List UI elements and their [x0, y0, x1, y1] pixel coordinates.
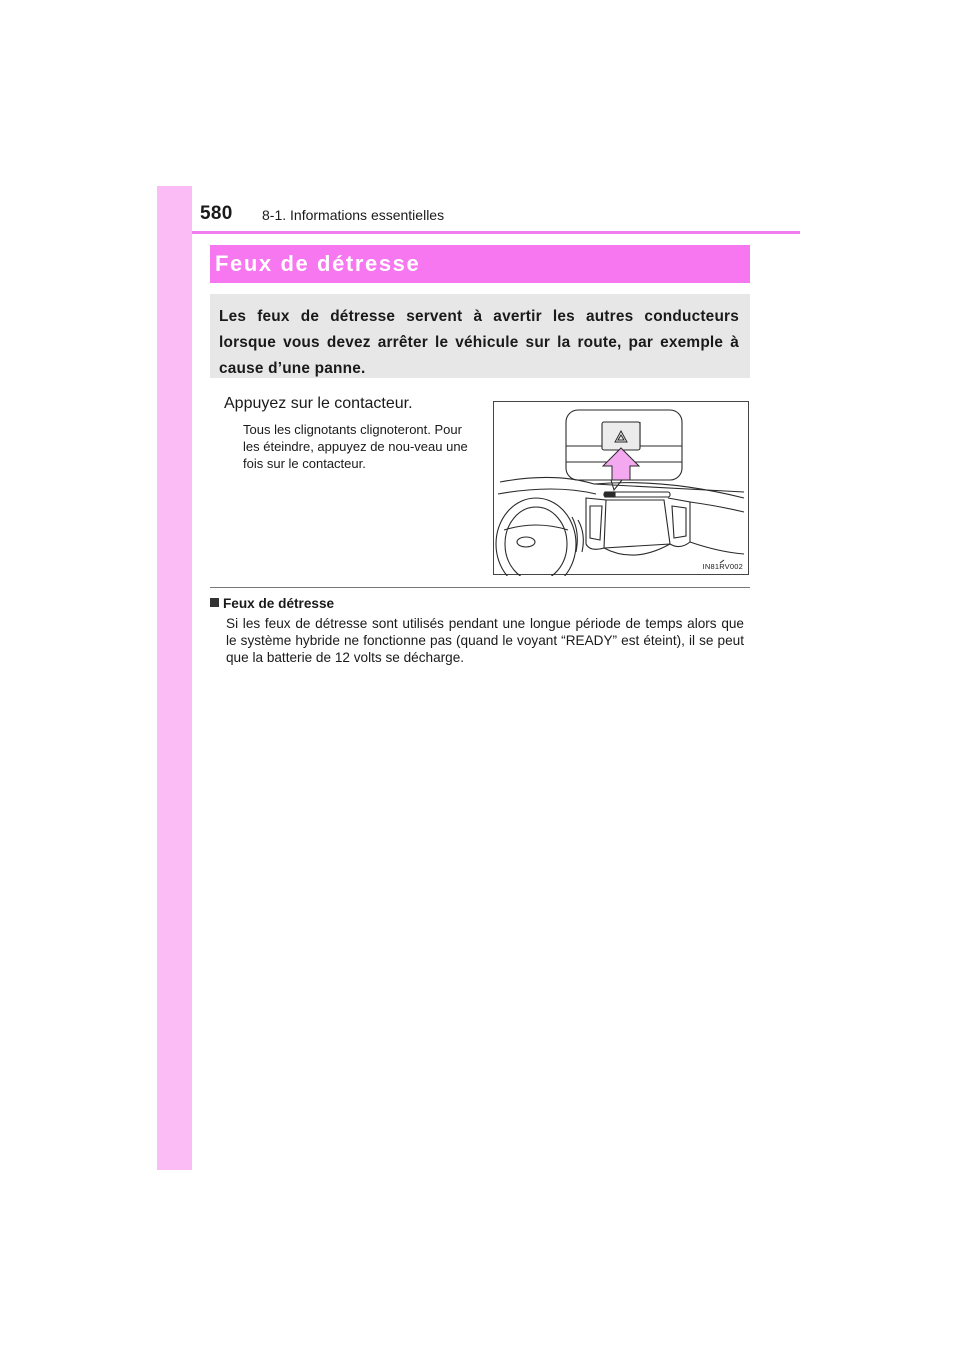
pointing-arrow [603, 448, 639, 480]
intro-text: Les feux de détresse servent à avertir les autres conducteurs lorsque vous devez arrêter le véhicule sur la route, par exemple à cause d’une panne. [219, 308, 739, 377]
page-number: 580 [200, 203, 233, 224]
section-header: 8-1. Informations essentielles [262, 207, 445, 223]
illustration-code: IN81RV002 [702, 562, 743, 571]
header-rule [192, 231, 800, 234]
title-bar [210, 245, 750, 283]
section-divider [210, 587, 750, 588]
hazard-switch-illustration [493, 401, 749, 575]
intro-box [210, 294, 750, 378]
note-title [210, 596, 334, 611]
dashboard-drawing [494, 402, 750, 576]
square-bullet-icon [210, 598, 219, 607]
page-title: Feux de détresse [215, 251, 421, 276]
instruction-main: Appuyez sur le contacteur. [224, 395, 413, 412]
side-tab-band [157, 186, 192, 1170]
note-body: Si les feux de détresse sont utilisés pendant une longue période de temps alors que le système hybride ne fonctionne pas (quand le voyant “READY” est éteint), il se peut que la batterie de 12 volts se décharge. [226, 616, 744, 665]
note-title-text: Feux de détresse [223, 596, 335, 611]
instruction-note: Tous les clignotants clignoteront. Pour les éteindre, appuyez de nou-veau une fois sur le contacteur. [243, 422, 468, 471]
